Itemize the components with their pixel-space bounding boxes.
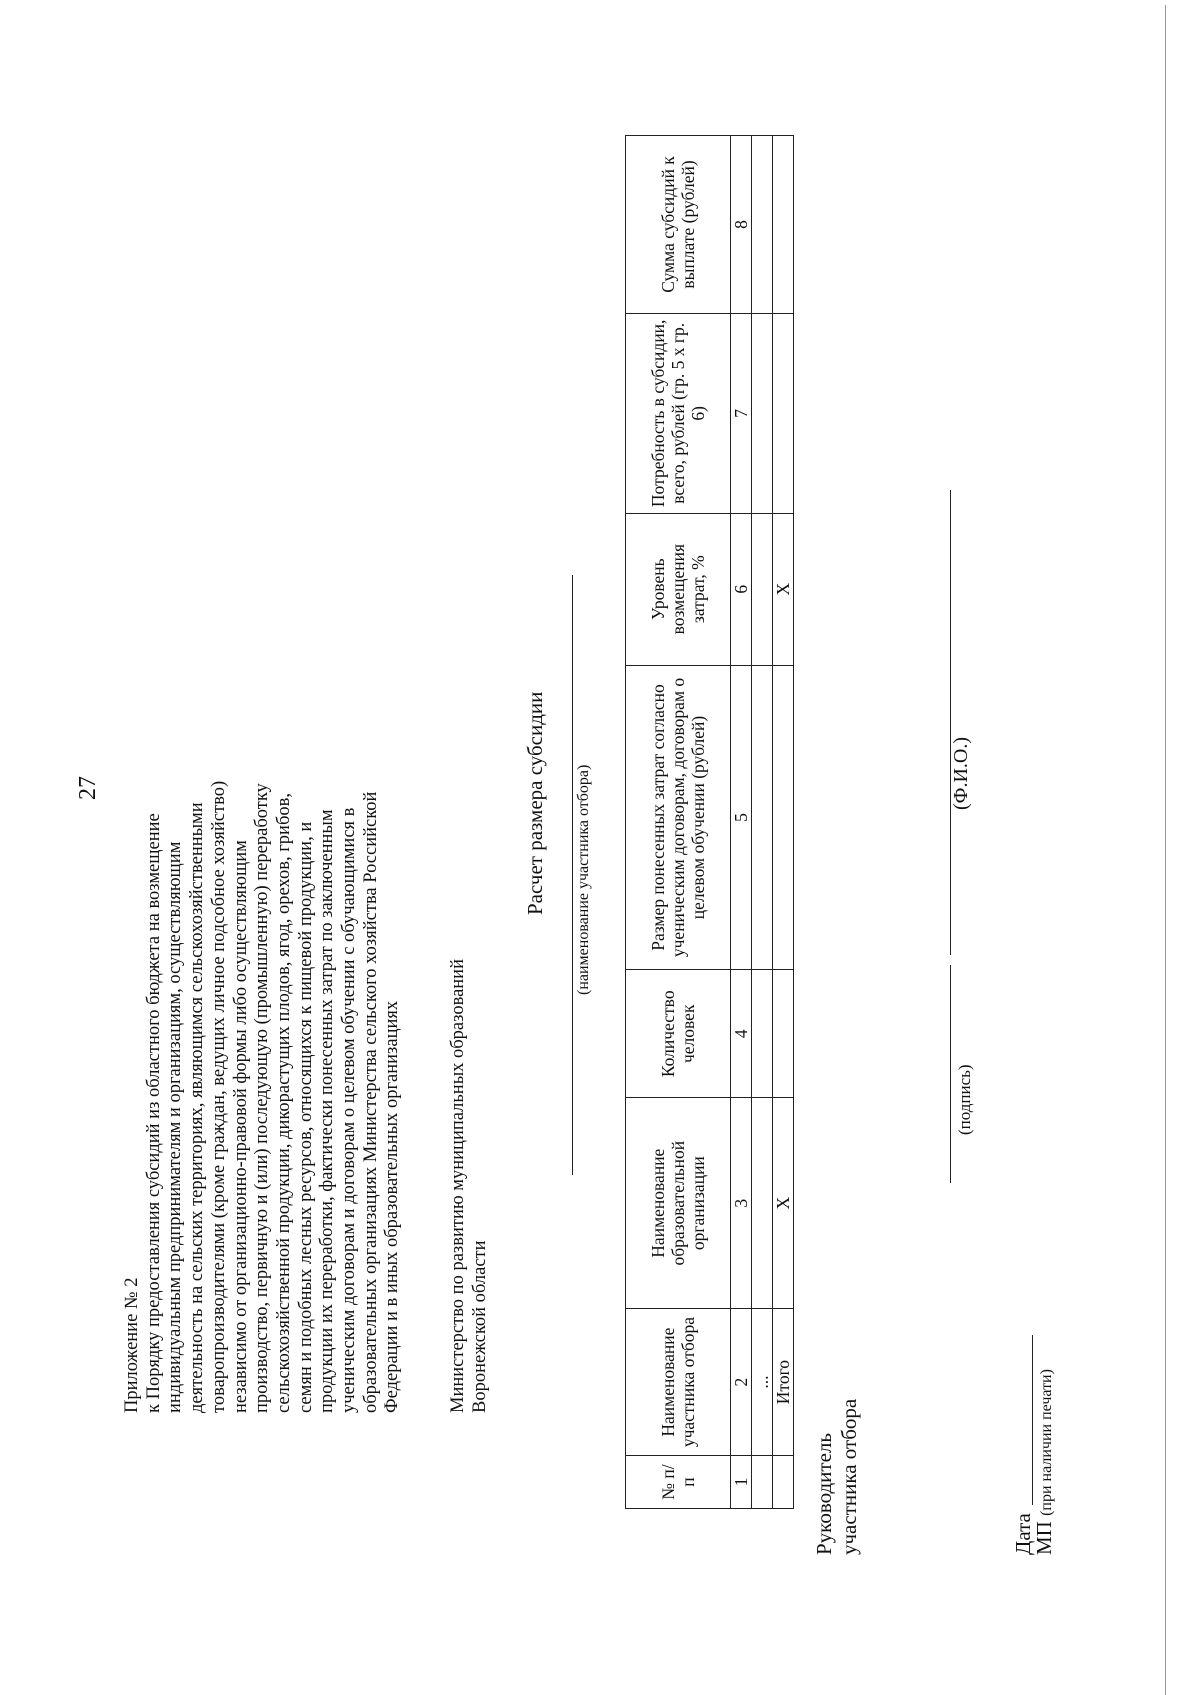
appendix-line: индивидуальным предпринимателям и организациям, осуществляющим <box>165 841 186 1413</box>
ministry-line: Министерство по развитию муниципальных образований <box>448 959 468 1413</box>
page-number: 27 <box>75 776 101 800</box>
appendix-line: образовательных организациях Министерства сельского хозяйства Российской <box>360 791 381 1413</box>
fio-line <box>950 490 951 955</box>
table-row <box>752 136 773 1509</box>
mp-note: (при наличии печати) <box>1038 1369 1055 1516</box>
table-cell <box>752 665 773 970</box>
table-cell: Х <box>773 1098 794 1309</box>
header-cell: Наименование образовательной организации <box>626 1098 731 1309</box>
appendix-line: Федерации и в иных образовательных организациях <box>382 1000 403 1413</box>
table-cell <box>752 970 773 1098</box>
participant-name-line <box>572 575 573 1175</box>
page-edge-rule <box>1165 5 1166 1695</box>
appendix-line: сельскохозяйственной продукции, дикорастущих плодов, ягод, орехов, грибов, <box>273 793 294 1413</box>
header-cell: Размер понесенных затрат согласно ученическим договорам, договорам о целевом обучении (рублей) <box>626 665 731 970</box>
header-cell: № п/п <box>626 1456 731 1509</box>
header-cell: Уровень возмещения затрат, % <box>626 513 731 665</box>
appendix-line: к Порядку предоставления субсидий из областного бюджета на возмещение <box>143 813 164 1413</box>
document-title: Расчет размера субсидии <box>523 691 547 915</box>
table-cell <box>773 970 794 1098</box>
table-cell: Х <box>773 513 794 665</box>
signature-line <box>950 965 951 1183</box>
table-row <box>731 136 752 1509</box>
header-cell: Количество человек <box>626 970 731 1098</box>
table-cell: ... <box>752 1309 773 1456</box>
appendix-line: производство, первичную и (или) последующую (промышленную) переработку <box>252 783 273 1413</box>
header-cell: Потребность в субсидии, всего, рублей (гр. 5 х гр. 6) <box>626 313 731 513</box>
signature-role <box>812 1399 862 1555</box>
participant-caption: (наименование участника отбора) <box>575 764 592 995</box>
date-label: Дата <box>1011 1513 1035 1555</box>
appendix-line: независимо от организационно-правовой формы либо осуществляющим <box>230 840 251 1413</box>
signature-role-line: Руководитель <box>812 1433 836 1555</box>
appendix-line: продукции их переработки, фактически понесенных затрат по заключенным <box>317 809 338 1413</box>
table-cell <box>773 665 794 970</box>
signature-caption: (подпись) <box>955 1064 974 1135</box>
table-cell <box>752 313 773 513</box>
table-cell <box>752 1456 773 1509</box>
table-cell <box>773 1456 794 1509</box>
appendix-line: ученическим договорам и договорам о целевом обучении с обучающимися в <box>339 807 360 1413</box>
table-cell <box>773 136 794 314</box>
table-cell <box>773 313 794 513</box>
appendix-line: семян и подобных лесных ресурсов, относящихся к пищевой продукции, и <box>295 821 316 1413</box>
table-cell <box>752 1098 773 1309</box>
rotated-page <box>0 5 1200 1695</box>
table-cell: 8 <box>731 136 752 314</box>
appendix-line: товаропроизводителями (кроме граждан, ведущих личное подсобное хозяйство) <box>208 780 229 1413</box>
table-cell: 5 <box>731 665 752 970</box>
table-row <box>773 136 794 1509</box>
header-cell: Сумма субсидий к выплате (рублей) <box>626 136 731 314</box>
appendix-header <box>122 263 404 1413</box>
fio-caption: (Ф.И.О.) <box>950 736 972 810</box>
appendix-line: деятельность на сельских территориях, являющимся сельскохозяйственными <box>187 802 208 1413</box>
signature-role-line: участника отбора <box>837 1398 861 1555</box>
ministry-block <box>448 959 491 1413</box>
table-cell <box>752 513 773 665</box>
table-cell <box>752 136 773 314</box>
appendix-line: Приложение № 2 <box>122 1277 142 1413</box>
table-cell: 2 <box>731 1309 752 1456</box>
table-cell: 4 <box>731 970 752 1098</box>
table-cell: Итого <box>773 1309 794 1456</box>
subsidy-calculation-table <box>625 135 794 1509</box>
mp-row <box>1031 1369 1060 1555</box>
header-cell: Наименование участника отбора <box>626 1309 731 1456</box>
ministry-line: Воронежской области <box>469 1240 490 1413</box>
table-header-row <box>626 136 731 1509</box>
table-cell: 3 <box>731 1098 752 1309</box>
table-cell: 1 <box>731 1456 752 1509</box>
mp-label: МП <box>1032 1521 1056 1555</box>
table-cell: 7 <box>731 313 752 513</box>
table-cell: 6 <box>731 513 752 665</box>
